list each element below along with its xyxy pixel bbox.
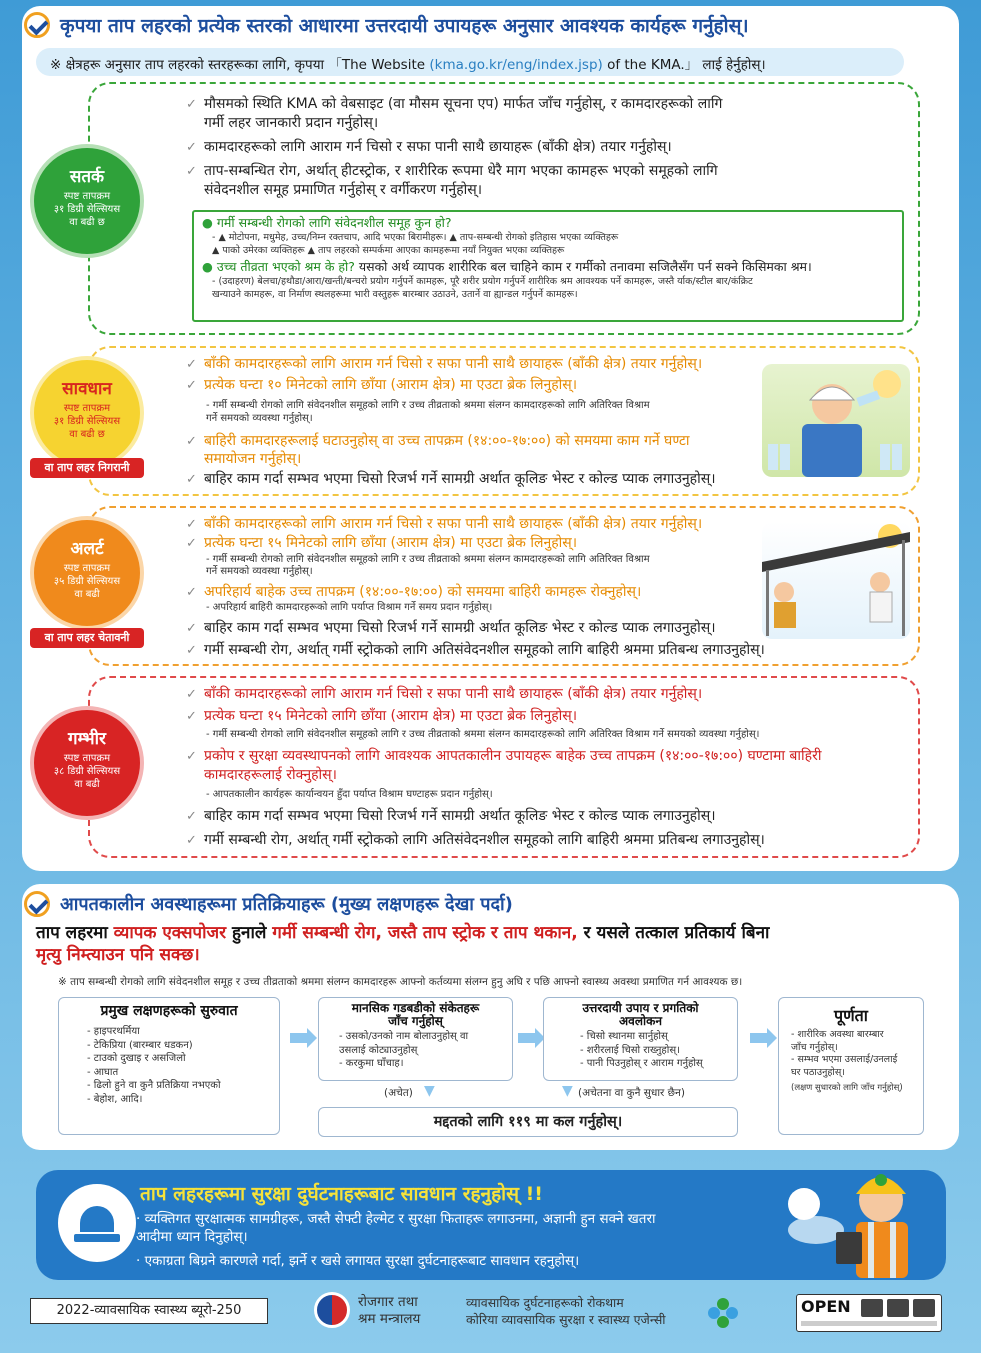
item-text: बाँकी कामदारहरूको लागि आराम गर्न चिसो र सफा पानी साथै छायाहरू (बाँकी क्षेत्र) तयार गर्नुहोस्।	[204, 516, 703, 532]
note-line: खन्याउने कामहरू, वा निर्माण स्थलहरूमा भारी वस्तुहरू बारम्बार उठाउने, उतार्ने वा ह्यान्डल गर्नुपर्ने कामहरू।	[212, 289, 578, 300]
siren-icon	[58, 1184, 136, 1262]
arrow-right-icon	[290, 1033, 308, 1043]
ministry-logo-icon	[314, 1292, 350, 1328]
step-item: - चिसो स्थानमा सार्नुहोस्	[580, 1031, 668, 1042]
level-alert-badge	[34, 520, 140, 626]
step-item: - हाइपरथर्मिया	[87, 1026, 140, 1037]
step-item: जाँच गर्नुहोस्।	[791, 1041, 838, 1053]
item-text: बाहिर काम गर्दा सम्भव भएमा चिसो रिजर्भ गर्ने सामग्री अर्थात कूलिङ भेस्ट र कोल्ड प्याक लगाउनुहोस्।	[204, 620, 716, 636]
list-item	[186, 163, 718, 180]
list-item	[186, 356, 702, 373]
step-list	[779, 1023, 923, 1095]
step-item: घर पठाउनुहोस्।	[791, 1066, 845, 1078]
level-name: सावधान	[62, 379, 112, 399]
check-icon	[24, 891, 50, 917]
arrow-down-icon: ▼	[562, 1083, 573, 1099]
list-item	[204, 115, 378, 132]
item-text: गर्मी सम्बन्धी रोग, अर्थात् गर्मी स्ट्रोकको लागि अतिसंवेदनशील समूहको लागि बाहिरी श्रममा प्रतिबन्ध लगाउनुहोस्।	[204, 642, 765, 658]
list-item	[186, 748, 821, 765]
step-title: मानसिक गडबडीको संकेतहरू	[351, 1001, 480, 1015]
level-sub: ३५ डिग्री सेल्सियस	[53, 576, 121, 588]
level-name: अलर्ट	[70, 539, 104, 559]
list-item	[186, 642, 765, 659]
list-item	[186, 471, 716, 488]
item-text: बाहिरी कामदारहरूलाई घटाउनुहोस् वा उच्च तापक्रम (१४:००-१७:००) को समयमा काम गर्ने घण्टा	[204, 433, 690, 449]
chevron-icon: ✓	[186, 97, 197, 112]
note-line: - ▲ मोटोपना, मधुमेह, उच्च/निम्न रक्तचाप, आदि भएका बिरामीहरू। ▲ ताप-सम्बन्धी रोगको इतिहास भएका व्यक्तिहरू	[212, 232, 619, 243]
item-text: प्रत्येक घन्टा १५ मिनेटको लागि छाँया (आराम क्षेत्र) मा एउटा ब्रेक लिनुहोस्।	[204, 535, 578, 551]
list-item	[186, 377, 577, 394]
kma-link[interactable]: (kma.go.kr/eng/index.jsp)	[429, 57, 603, 73]
item-text: प्रकोप र सुरक्षा व्यवस्थापनको लागि आवश्यक आपतकालीन उपायहरू बाहेक उच्च तापक्रम (१४:००-१७:००) घण्टामा बाहिरी	[204, 748, 822, 764]
section2-header	[24, 891, 513, 917]
level-sub: स्पष्ट तापक्रम	[63, 191, 111, 203]
item-text: गर्मी सम्बन्धी रोग, अर्थात् गर्मी स्ट्रोकको लागि अतिसंवेदनशील समूहको लागि बाहिरी श्रममा प्रतिबन्ध लगाउनुहोस्।	[204, 832, 765, 848]
agency-line: व्यावसायिक दुर्घटनाहरूको रोकथाम	[466, 1295, 624, 1310]
question-1	[202, 215, 894, 231]
list-item	[186, 808, 716, 825]
emergency-note: ※ ताप सम्बन्धी रोगको लागि संवेदनशील समूह र उच्च तीव्रताको श्रममा संलग्न कामदारहरू आफ्नो कर्तव्यमा संलग्न हुनु अघि र पछि आफ्नो स्वास्थ्य अवस्था प्रमाणित गर्न आवश्यक छ।	[58, 976, 743, 988]
warning-title: ताप लहरहरूमा सुरक्षा दुर्घटनाहरूबाट सावधान रहनुहोस् !!	[140, 1183, 543, 1205]
step-item: - उसको/उनको नाम बोलाउनुहोस् वा	[339, 1031, 469, 1042]
flow-step-completion	[778, 997, 924, 1135]
level-sub: ३१ डिग्री सेल्सियस	[53, 204, 121, 216]
level-sub: वा बढी छ	[69, 217, 105, 229]
chevron-icon: ✓	[186, 809, 197, 824]
note-line: - आपतकालीन कार्यहरू कार्यान्वयन हुँदा पर्याप्त विश्राम घण्टाहरू प्रदान गर्नुहोस्।	[206, 789, 493, 800]
agency-name	[466, 1294, 666, 1328]
list-item	[186, 686, 702, 703]
level-sub: ३१ डिग्री सेल्सियस	[53, 416, 121, 428]
step-title: जाँच गर्नुहोस्	[388, 1014, 443, 1028]
step-title: प्रमुख लक्षणहरूको सुरुवात	[100, 1003, 238, 1019]
section1-title: कृपया ताप लहरको प्रत्येक स्तरको आधारमा उत्तरदायी उपायहरू अनुसार आवश्यक कार्यहरू गर्नुहोस्।	[60, 15, 749, 37]
banner-text: ※ क्षेत्रहरू अनुसार ताप लहरको स्तरहरूका लागि, कृपया 「The Website	[50, 57, 430, 73]
level-sub: स्पष्ट तापक्रम	[63, 403, 111, 415]
step-item: उसलाई कोट्याउनुहोस्	[339, 1044, 418, 1056]
warning-line: · एकाग्रता बिग्रने कारणले गर्दा, झर्ने र खसे लगायत सुरक्षा दुर्घटनाहरूबाट सावधान रहनुहोस्।	[136, 1253, 580, 1269]
item-text: मौसमको स्थिति KMA को वेबसाइट (वा मौसम सूचना एप) मार्फत जाँच गर्नुहोस्, र कामदारहरूको लागि	[204, 96, 723, 112]
heat-warning-tag: वा ताप लहर चेतावनी	[30, 628, 144, 648]
step-list	[544, 1028, 737, 1071]
item-text: कामदारहरूलाई रोक्नुहोस्।	[204, 767, 337, 783]
flow-step-check-mental	[318, 997, 513, 1081]
step-item: - टाउको दुखाइ र असजिलो	[87, 1053, 186, 1064]
lead-text: ताप लहरमा	[36, 923, 114, 943]
chevron-icon: ✓	[186, 749, 197, 764]
kosha-logo-icon	[706, 1296, 740, 1330]
chevron-icon: ✓	[186, 517, 197, 532]
list-item	[186, 620, 716, 637]
chevron-icon: ✓	[186, 621, 197, 636]
kma-banner	[36, 48, 904, 76]
open-license-badge	[796, 1294, 942, 1332]
chevron-icon: ✓	[186, 357, 197, 372]
agency-line: कोरिया व्यावसायिक सुरक्षा र स्वास्थ्य एजेन्सी	[466, 1312, 666, 1327]
sensitive-group-box	[192, 210, 904, 322]
license-strip	[801, 1321, 937, 1326]
item-text: बाँकी कामदारहरूको लागि आराम गर्न चिसो र सफा पानी साथै छायाहरू (बाँकी क्षेत्र) तयार गर्नुहोस्।	[204, 356, 703, 372]
section2-title: आपतकालीन अवस्थाहरूमा प्रतिक्रियाहरू (मुख्य लक्षणहरू देखा पर्दा)	[60, 894, 513, 915]
call-119-box: मद्दतको लागि ११९ मा कल गर्नुहोस्।	[318, 1107, 738, 1137]
level-sub: वा बढी	[74, 779, 100, 791]
list-item	[204, 182, 482, 199]
ministry-line: श्रम मन्त्रालय	[358, 1311, 421, 1327]
step-item: - ढिलो हुने वा कुनै प्रतिक्रिया नभएको	[87, 1080, 221, 1091]
arrow-right-icon	[750, 1033, 768, 1043]
step-item: - बेहोश, आदि।	[87, 1093, 143, 1105]
lead-text: र यसले तत्काल प्रतिकार्य बिना	[577, 923, 770, 943]
step-title: अवलोकन	[619, 1014, 662, 1028]
step-item: - पानी पिउनुहोस् र आराम गर्नुहोस्	[580, 1058, 703, 1069]
level-sub: वा बढी	[74, 589, 100, 601]
chevron-icon: ✓	[186, 709, 197, 724]
level-name: सतर्क	[69, 167, 105, 187]
step-item: - शरीरलाई चिसो राख्नुहोस्।	[580, 1044, 680, 1056]
item-text: बाहिर काम गर्दा सम्भव भएमा चिसो रिजर्भ गर्ने सामग्री अर्थात कूलिङ भेस्ट र कोल्ड प्याक लगाउनुहोस्।	[204, 808, 716, 824]
chevron-icon: ✓	[186, 585, 197, 600]
level-sub: स्पष्ट तापक्रम	[63, 753, 111, 765]
list-item	[186, 535, 577, 552]
list-item	[186, 832, 765, 849]
note-line: - (उदाहरण) बेलचा/हथौडा/आरा/खन्ती/बन्चरो प्रयोग गर्नुपर्ने कामहरू, पूरै शरीर प्रयोग गर्नुपर्ने शारीरिक श्रम आवश्यक पर्ने कामहरू, जस्तै र्याक/स्टील बार/कंक्रिट	[212, 276, 753, 287]
open-label: OPEN	[801, 1297, 851, 1316]
lead-text: हुनाले	[226, 923, 273, 943]
question-text: गर्मी सम्बन्धी रोगको लागि संवेदनशील समूह कुन हो?	[216, 215, 452, 230]
level-sub: वा बढी छ	[69, 429, 105, 441]
step-title: उत्तरदायी उपाय र प्रगतिको	[582, 1001, 699, 1015]
check-icon	[24, 12, 50, 38]
item-text: बाँकी कामदारहरूको लागि आराम गर्न चिसो र सफा पानी साथै छायाहरू (बाँकी क्षेत्र) तयार गर्नुहोस्।	[204, 686, 703, 702]
chevron-icon: ✓	[186, 434, 197, 449]
question-text: उच्च तीव्रता भएको श्रम के हो?	[216, 259, 355, 274]
safety-worker-illustration	[786, 1160, 936, 1280]
step-item: (लक्षण सुधारको लागि जाँच गर्नुहोस्)	[791, 1083, 903, 1093]
note-line: ▲ पाको उमेरका व्यक्तिहरू ▲ ताप लहरको सम्पर्कमा आएका कामहरूमा नयाँ नियुक्त भएका व्यक्तिहरू	[212, 245, 565, 256]
chevron-icon: ✓	[186, 164, 197, 179]
note-line: गर्ने समयको व्यवस्था गर्नुहोस्।	[206, 566, 313, 577]
note-line: - गर्मी सम्बन्धी रोगको लागि संवेदनशील समूहको लागि र उच्च तीव्रताको श्रममा संलग्न कामदारहरूको लागि अतिरिक्त विश्राम	[206, 554, 650, 565]
list-item	[186, 708, 577, 725]
lead-text-red: मृत्यु निम्त्याउन पनि सक्छ।	[36, 945, 200, 965]
level-sub: ३८ डिग्री सेल्सियस	[53, 766, 121, 778]
step-list	[59, 1019, 279, 1106]
worker-drinking-water-illustration	[762, 364, 910, 477]
step-item: - सम्भव भएमा उसलाई/उनलाई	[791, 1054, 898, 1065]
lead-text-red: गर्मी सम्बन्धी रोग, जस्तै ताप स्ट्रोक र ताप थकान,	[272, 923, 578, 943]
publication-code: 2022-व्यावसायिक स्वास्थ्य ब्यूरो-250	[30, 1298, 268, 1324]
list-item	[204, 767, 337, 784]
item-text: अपरिहार्य बाहेक उच्च तापक्रम (१४:००-१७:००) को समयमा बाहिरी कामहरू रोक्नुहोस्।	[204, 584, 642, 600]
step-item: - करकुमा घाँचाह।	[339, 1058, 404, 1069]
list-item	[186, 584, 641, 601]
license-icon	[913, 1299, 935, 1317]
chevron-icon: ✓	[186, 536, 197, 551]
step-title: पूर्णता	[834, 1006, 868, 1025]
level-sub: स्पष्ट तापक्रम	[63, 563, 111, 575]
flow-step-symptoms	[58, 997, 280, 1135]
bullet-icon: ●	[202, 259, 217, 274]
chevron-icon: ✓	[186, 140, 197, 155]
siren-base	[74, 1234, 120, 1242]
no-response-label: (अचेत)	[384, 1087, 413, 1099]
chevron-icon: ✓	[186, 378, 197, 393]
level-caution-badge	[34, 148, 140, 254]
note-line: गर्ने समयको व्यवस्था गर्नुहोस्।	[206, 413, 313, 424]
list-item	[186, 139, 672, 156]
bullet-icon: ●	[202, 215, 217, 230]
ministry-line: रोजगार तथा	[358, 1294, 418, 1310]
note-line: - गर्मी सम्बन्धी रोगको लागि संवेदनशील समूहको लागि र उच्च तीव्रताको श्रममा संलग्न कामदारहरूको लागि अतिरिक्त विश्राम गर्ने समयको व्यवस्था गर्नुहोस्।	[206, 729, 760, 740]
license-icon	[861, 1299, 883, 1317]
warning-line: · व्यक्तिगत सुरक्षात्मक सामग्रीहरू, जस्तै सेफ्टी हेल्मेट र सुरक्षा फिताहरू लगाउनमा, अज्ञानी हुन सक्ने खतरा	[136, 1211, 656, 1227]
step-list	[319, 1028, 512, 1071]
chevron-icon: ✓	[186, 833, 197, 848]
step-item: - टेकिप्रिया (बारम्बार धडकन)	[87, 1039, 193, 1051]
lead-text-red: व्यापक एक्सपोजर	[113, 923, 227, 943]
warning-line: आदीमा ध्यान दिनुहोस्।	[136, 1229, 248, 1245]
item-text: कामदारहरूको लागि आराम गर्न चिसो र सफा पानी साथै छायाहरू (बाँकी क्षेत्र) तयार गर्नुहोस्।	[204, 139, 672, 155]
no-improvement-label: (अचेतना वा कुनै सुधार छैन)	[578, 1087, 685, 1099]
item-text: ताप-सम्बन्धित रोग, अर्थात् हीटस्ट्रोक, र शारीरिक रूपमा धेरै माग भएका कामहरू भएको समूहको लागि	[204, 163, 718, 179]
safety-warning-banner	[36, 1170, 946, 1280]
answer-text: यसको अर्थ व्यापक शारीरिक बल चाहिने काम र गर्मीको तनावमा सजिलैसँग पर्न सक्ने किसिमका श्रम।	[354, 259, 812, 274]
footer	[0, 1290, 981, 1353]
item-text: बाहिर काम गर्दा सम्भव भएमा चिसो रिजर्भ गर्ने सामग्री अर्थात कूलिङ भेस्ट र कोल्ड प्याक लगाउनुहोस्।	[204, 471, 716, 487]
item-text: संवेदनशील समूह प्रमाणित गर्नुहोस् र वर्गीकरण गर्नुहोस्।	[204, 182, 483, 198]
step-item: - आघात	[87, 1066, 119, 1078]
level-severe-badge	[34, 710, 140, 816]
section1-header	[24, 12, 749, 38]
emergency-lead	[36, 922, 936, 966]
arrow-down-icon: ▼	[424, 1083, 435, 1099]
license-icon	[887, 1299, 909, 1317]
note-line: - गर्मी सम्बन्धी रोगको लागि संवेदनशील समूहको लागि र उच्च तीव्रताको श्रममा संलग्न कामदारहरूको लागि अतिरिक्त विश्राम	[206, 400, 650, 411]
chevron-icon: ✓	[186, 472, 197, 487]
list-item	[186, 516, 702, 533]
flow-step-response	[543, 997, 738, 1081]
chevron-icon: ✓	[186, 643, 197, 658]
chevron-icon: ✓	[186, 687, 197, 702]
heat-watch-tag: वा ताप लहर निगरानी	[30, 458, 144, 478]
list-item	[186, 433, 690, 450]
item-text: गर्मी लहर जानकारी प्रदान गर्नुहोस्।	[204, 115, 379, 131]
level-name: गम्भीर	[68, 729, 106, 749]
note-line: - अपरिहार्य बाहिरी कामदारहरूको लागि पर्याप्त विश्राम गर्ने समय प्रदान गर्नुहोस्।	[206, 602, 493, 613]
item-text: प्रत्येक घन्टा १० मिनेटको लागि छाँया (आराम क्षेत्र) मा एउटा ब्रेक लिनुहोस्।	[204, 377, 578, 393]
item-text: समायोजन गर्नुहोस्।	[204, 451, 302, 467]
arrow-right-icon	[518, 1033, 536, 1043]
item-text: प्रत्येक घन्टा १५ मिनेटको लागि छाँया (आराम क्षेत्र) मा एउटा ब्रेक लिनुहोस्।	[204, 708, 578, 724]
list-item	[204, 451, 301, 468]
level-warning-badge	[34, 360, 140, 466]
ministry-name	[358, 1294, 420, 1328]
step-item: - शारीरिक अवस्था बारम्बार	[791, 1029, 884, 1040]
list-item	[186, 96, 722, 113]
siren-lamp	[80, 1206, 114, 1232]
banner-text-end: of the KMA.」 लाई हेर्नुहोस्।	[602, 57, 766, 73]
worker-in-shade-illustration	[762, 522, 910, 639]
question-2	[202, 259, 894, 275]
